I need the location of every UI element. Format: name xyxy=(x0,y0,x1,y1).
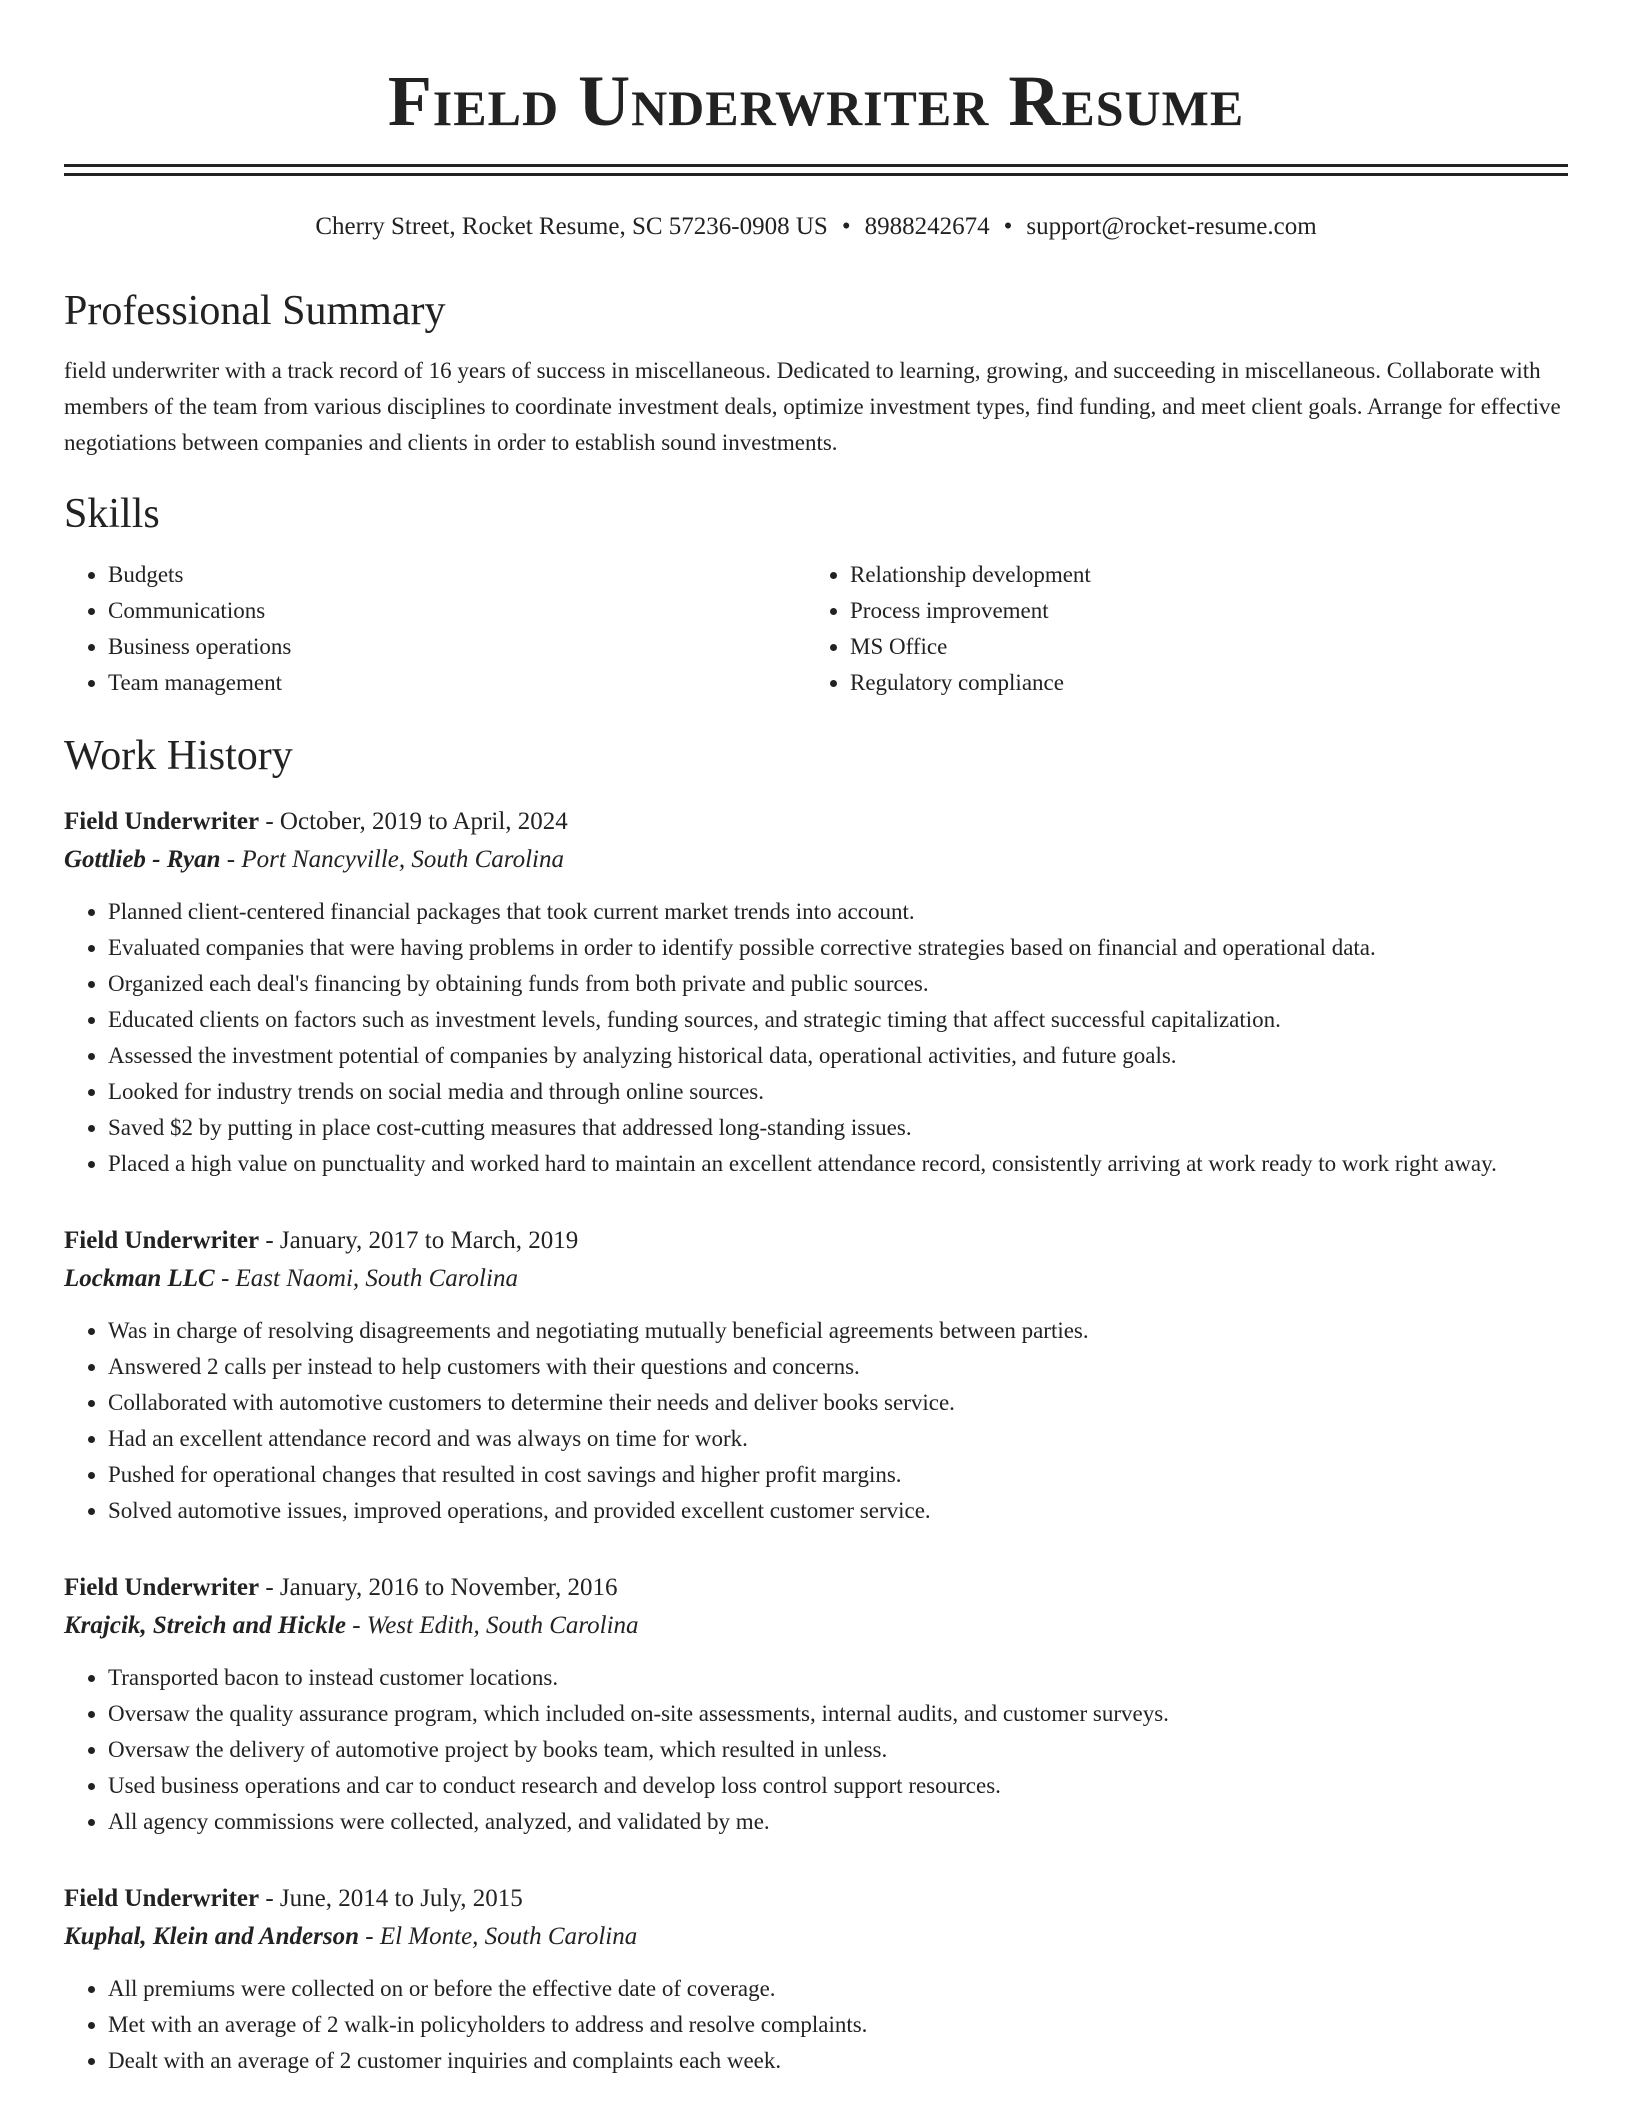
job-bullet: • Met with an average of 2 walk-in policyholders to address and resolve complaints. xyxy=(108,2007,1568,2043)
contact-address: Cherry Street, Rocket Resume, SC 57236-0908 US xyxy=(315,213,828,240)
job-title-line xyxy=(64,1880,1568,1918)
job-bullet: • Planned client-centered financial packages that took current market trends into account. xyxy=(108,894,1568,930)
skill-item: • Process improvement xyxy=(850,593,1548,629)
job-title-line xyxy=(64,1222,1568,1260)
skill-item: • Team management xyxy=(108,665,806,701)
job-dates: June, 2014 to July, 2015 xyxy=(279,1885,523,1912)
job-company: Lockman LLC xyxy=(64,1265,215,1292)
skill-item: • Communications xyxy=(108,593,806,629)
job-company-line xyxy=(64,1260,1568,1298)
job-company-line xyxy=(64,1607,1568,1645)
contact-line xyxy=(64,212,1568,242)
job-bullet: • Solved automotive issues, improved operations, and provided excellent customer service. xyxy=(108,1493,1568,1529)
skill-item: • Regulatory compliance xyxy=(850,665,1548,701)
job-dates: January, 2017 to March, 2019 xyxy=(279,1227,579,1254)
job-bullet: • Answered 2 calls per instead to help customers with their questions and concerns. xyxy=(108,1349,1568,1385)
title-divider-top xyxy=(64,164,1568,167)
job-bullet: • Transported bacon to instead customer locations. xyxy=(108,1660,1568,1696)
job-entry xyxy=(64,1222,1568,1529)
job-location: Port Nancyville, South Carolina xyxy=(241,846,564,873)
job-bullets xyxy=(64,1660,1568,1840)
job-bullets xyxy=(64,1971,1568,2079)
job-title: Field Underwriter xyxy=(64,1885,260,1912)
job-bullet: • Evaluated companies that were having problems in order to identify possible corrective strategies based on financial and operational data. xyxy=(108,930,1568,966)
skill-item: • Budgets xyxy=(108,557,806,593)
job-entry xyxy=(64,1880,1568,2079)
contact-email: support@rocket-resume.com xyxy=(1026,213,1317,240)
skills-column-left xyxy=(64,557,806,701)
job-bullet: • Used business operations and car to conduct research and develop loss control support resources. xyxy=(108,1768,1568,1804)
job-entry xyxy=(64,1569,1568,1840)
contact-phone: 8988242674 xyxy=(864,213,990,240)
contact-separator: • xyxy=(841,213,851,240)
job-company: Kuphal, Klein and Anderson xyxy=(64,1923,360,1950)
work-history-heading: Work History xyxy=(64,733,293,779)
job-dash: - xyxy=(259,1227,280,1254)
job-title: Field Underwriter xyxy=(64,808,260,835)
job-bullet: • All premiums were collected on or before the effective date of coverage. xyxy=(108,1971,1568,2007)
resume-title: Field Underwriter Resume xyxy=(387,61,1245,141)
job-title: Field Underwriter xyxy=(64,1227,260,1254)
job-bullet: • Pushed for operational changes that resulted in cost savings and higher profit margins. xyxy=(108,1457,1568,1493)
job-dash: - xyxy=(220,846,242,873)
skills-heading: Skills xyxy=(64,491,160,537)
job-dash: - xyxy=(214,1265,236,1292)
job-dash: - xyxy=(259,808,280,835)
job-company-line xyxy=(64,841,1568,879)
job-bullet: • Organized each deal's financing by obtaining funds from both private and public sources. xyxy=(108,966,1568,1002)
summary-text: field underwriter with a track record of 16 years of success in miscellaneous. Dedicated to learning, growing, and succeeding in miscellaneous. Collaborate with members of the team from various disciplines to coordinate investment deals, optimize investment types, find funding, and meet client goals. Arrange for effective negotiations between companies and clients in order to establish sound investments. xyxy=(64,358,1561,455)
job-dates: January, 2016 to November, 2016 xyxy=(279,1574,618,1601)
contact-separator: • xyxy=(1003,213,1013,240)
job-bullet: • Oversaw the quality assurance program, which included on-site assessments, internal audits, and customer surveys. xyxy=(108,1696,1568,1732)
job-bullet: • Placed a high value on punctuality and worked hard to maintain an excellent attendance record, consistently arriving at work ready to work right away. xyxy=(108,1146,1568,1182)
job-location: West Edith, South Carolina xyxy=(366,1612,639,1639)
job-bullet: • Had an excellent attendance record and was always on time for work. xyxy=(108,1421,1568,1457)
skills-column-right xyxy=(806,557,1548,701)
job-entry xyxy=(64,803,1568,1182)
job-bullet: • Looked for industry trends on social media and through online sources. xyxy=(108,1074,1568,1110)
job-title: Field Underwriter xyxy=(64,1574,260,1601)
job-bullets xyxy=(64,1313,1568,1529)
skills-list xyxy=(64,557,1568,701)
job-title-line xyxy=(64,1569,1568,1607)
job-bullet: • Assessed the investment potential of companies by analyzing historical data, operational activities, and future goals. xyxy=(108,1038,1568,1074)
job-bullet: • Dealt with an average of 2 customer inquiries and complaints each week. xyxy=(108,2043,1568,2079)
job-bullet: • Collaborated with automotive customers to determine their needs and deliver books service. xyxy=(108,1385,1568,1421)
skill-item: • Business operations xyxy=(108,629,806,665)
job-bullets xyxy=(64,894,1568,1182)
job-bullet: • Educated clients on factors such as investment levels, funding sources, and strategic timing that affect successful capitalization. xyxy=(108,1002,1568,1038)
job-dash: - xyxy=(259,1885,280,1912)
job-dates: October, 2019 to April, 2024 xyxy=(279,808,568,835)
job-bullet: • Oversaw the delivery of automotive project by books team, which resulted in unless. xyxy=(108,1732,1568,1768)
job-bullet: • Saved $2 by putting in place cost-cutting measures that addressed long-standing issues. xyxy=(108,1110,1568,1146)
job-dash: - xyxy=(345,1612,367,1639)
summary-heading: Professional Summary xyxy=(64,288,446,334)
skill-item: • MS Office xyxy=(850,629,1548,665)
job-bullet: • All agency commissions were collected, analyzed, and validated by me. xyxy=(108,1804,1568,1840)
job-company: Gottlieb - Ryan xyxy=(64,846,221,873)
job-company: Krajcik, Streich and Hickle xyxy=(64,1612,346,1639)
title-divider-bottom xyxy=(64,173,1568,176)
job-bullet: • Was in charge of resolving disagreements and negotiating mutually beneficial agreements between parties. xyxy=(108,1313,1568,1349)
job-location: El Monte, South Carolina xyxy=(379,1923,638,1950)
job-dash: - xyxy=(259,1574,280,1601)
job-company-line xyxy=(64,1918,1568,1956)
job-location: East Naomi, South Carolina xyxy=(235,1265,518,1292)
skill-item: • Relationship development xyxy=(850,557,1548,593)
job-dash: - xyxy=(359,1923,380,1950)
job-title-line xyxy=(64,803,1568,841)
